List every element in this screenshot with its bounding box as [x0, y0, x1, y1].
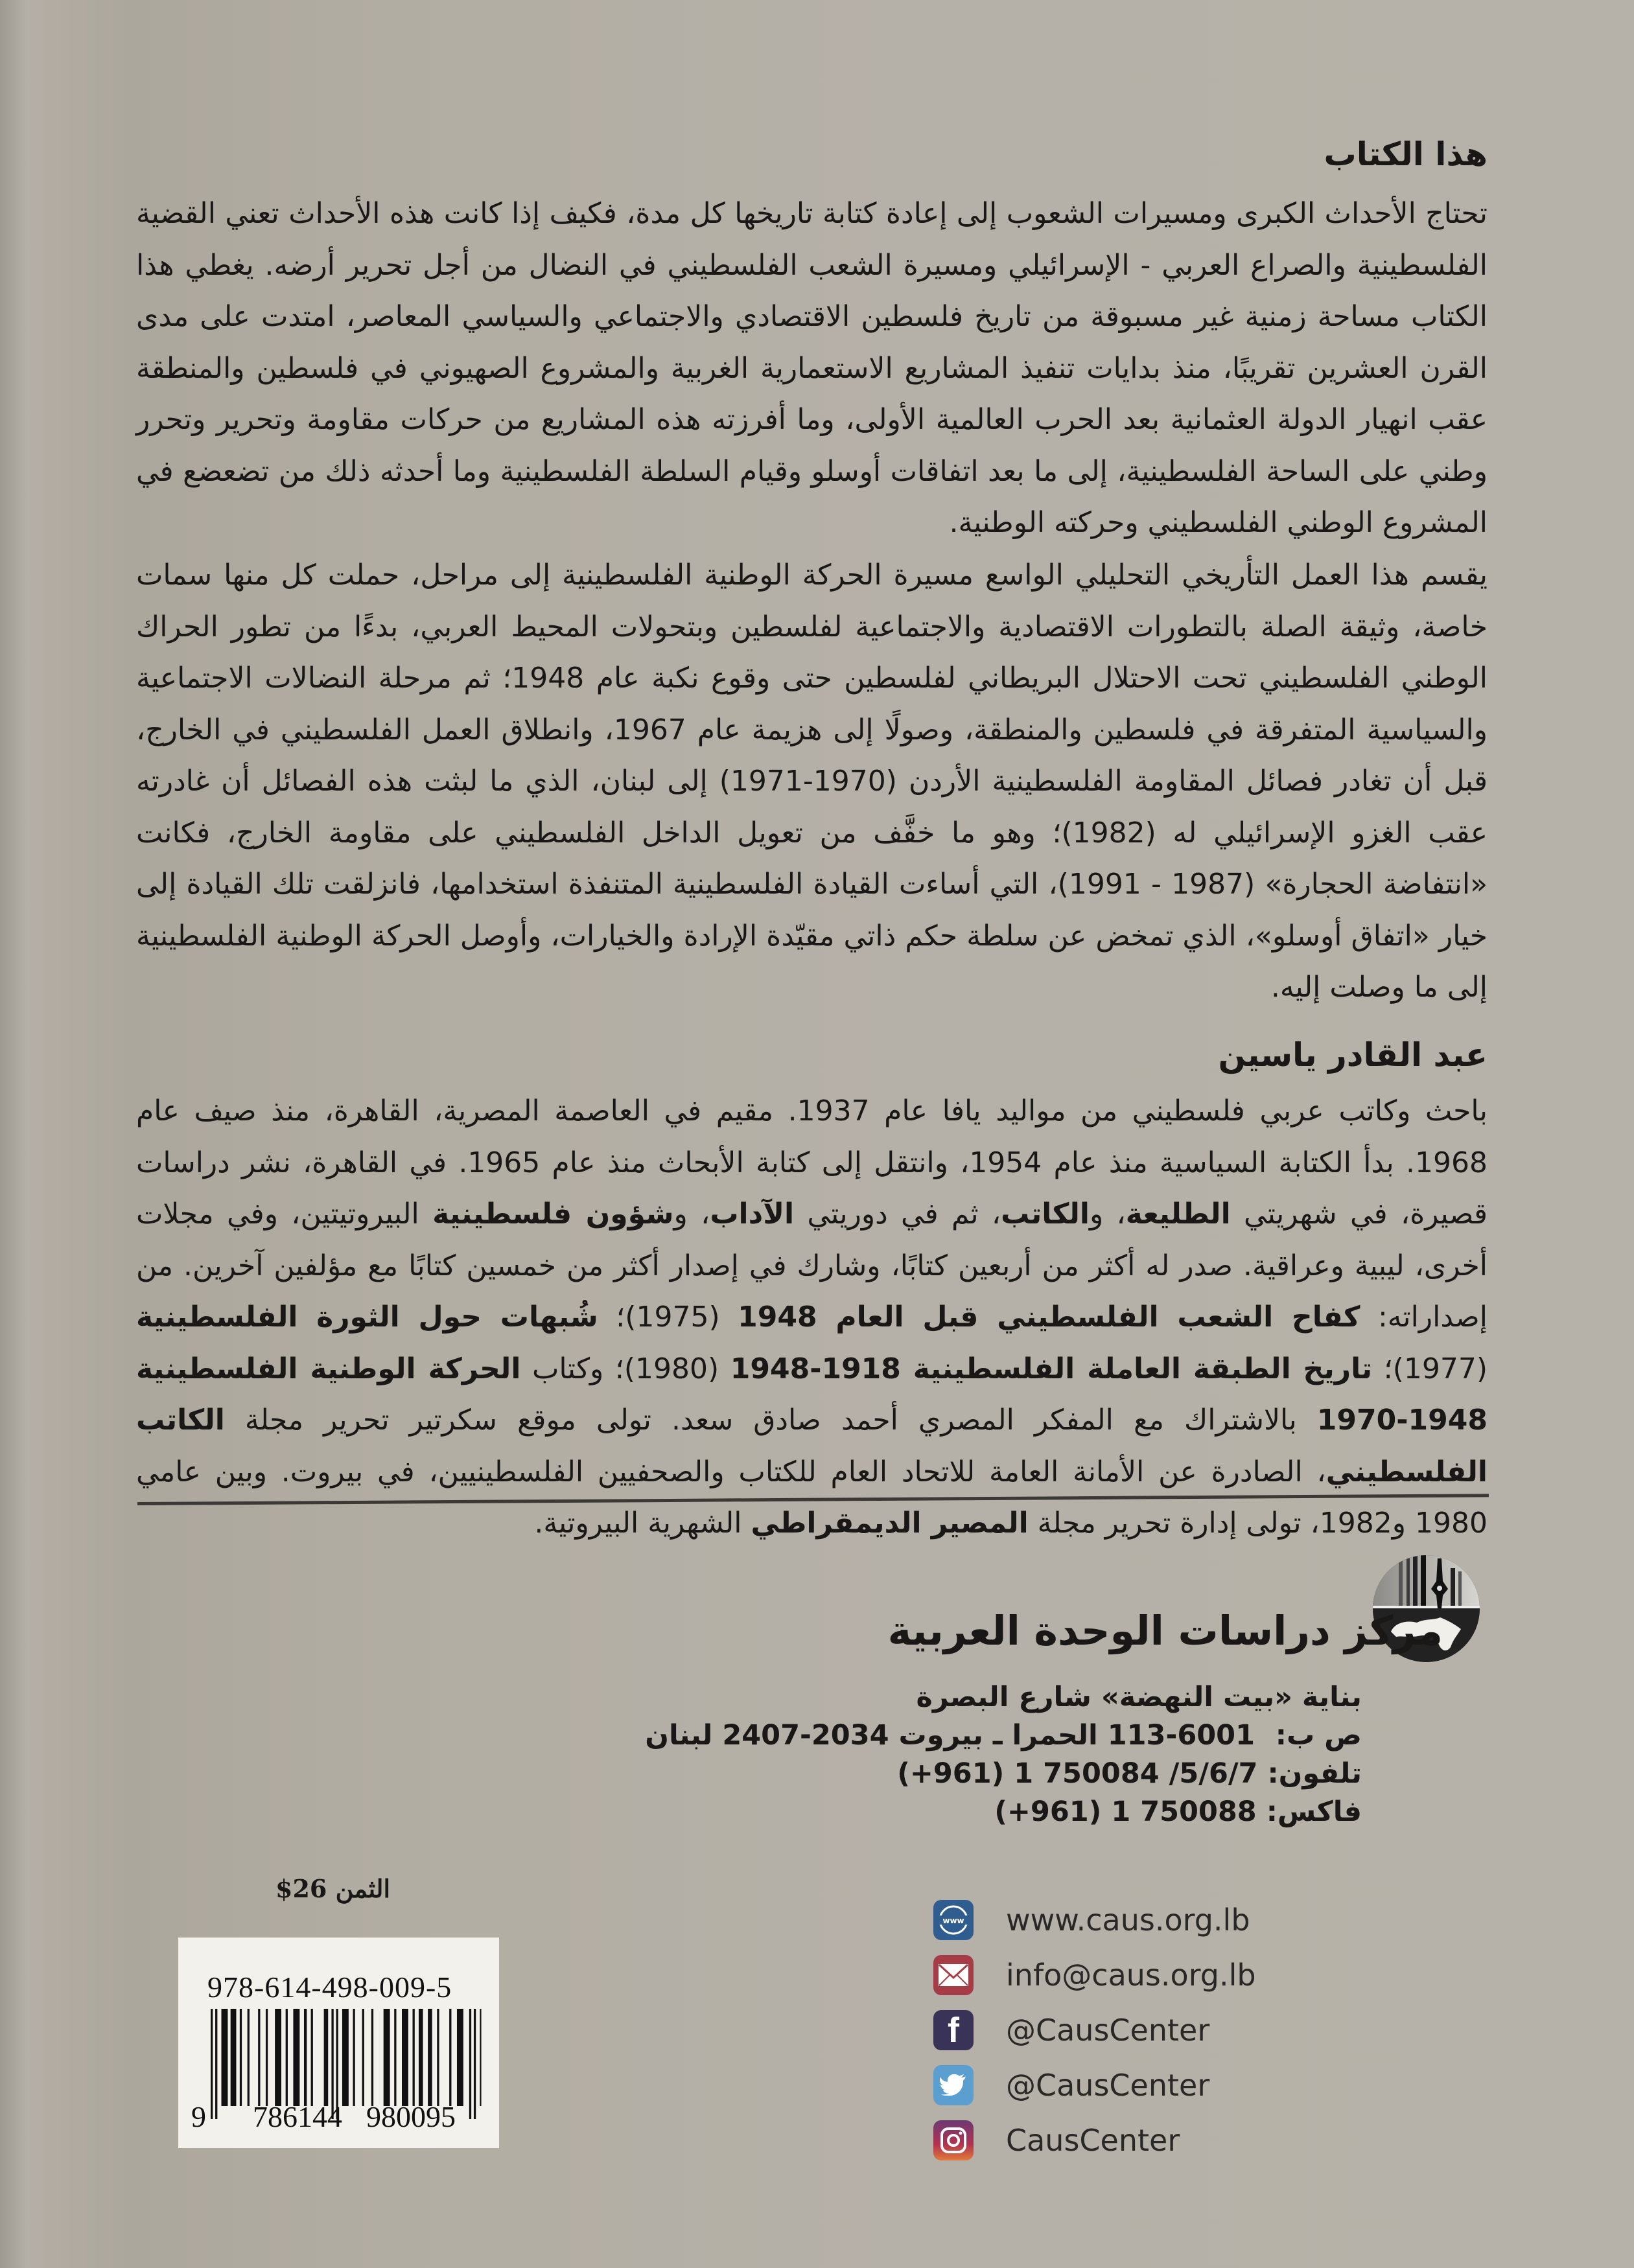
- facebook-handle[interactable]: @CausCenter: [1006, 2012, 1210, 2048]
- bio-text: ، الصادرة عن الأمانة العامة للاتحاد العام للكتاب والصحفيين الفلسطينيين، في بيروت. وبين عامي 1980 و1982، تولى إدارة تحرير مجلة: [136, 1455, 1488, 1540]
- mail-icon: [933, 1955, 974, 1995]
- bio-bold-title: الحركة الوطنية الفلسطينية 1948-1970: [136, 1352, 1488, 1437]
- bio-text: ، و: [1089, 1198, 1126, 1231]
- bio-bold-title: الكاتب: [1001, 1198, 1090, 1231]
- barcode-bar: [304, 2009, 307, 2106]
- phone-value: (+961) 1 750084 /5/6/7: [897, 1757, 1258, 1790]
- barcode-bar: [371, 2009, 373, 2106]
- contact-instagram[interactable]: [933, 2112, 1517, 2168]
- bio-bold-title: شؤون فلسطينية: [432, 1198, 674, 1231]
- bio-text: الشهرية البيروتية.: [534, 1507, 751, 1540]
- barcode-bar: [449, 2009, 451, 2106]
- barcode-bar: [342, 2009, 349, 2106]
- barcode-digit-first: 9: [191, 2100, 206, 2133]
- facebook-icon: f: [933, 2010, 974, 2050]
- isbn-number: 978-614-498-009-5: [207, 1971, 452, 2004]
- bio-text: (1975)؛: [598, 1301, 738, 1334]
- barcode-bar: [394, 2009, 396, 2106]
- contact-facebook[interactable]: [933, 2002, 1517, 2057]
- contact-website[interactable]: [933, 1892, 1517, 1947]
- spine-shadow: [0, 0, 45, 2268]
- publisher-address-block: [645, 1678, 1362, 1831]
- instagram-handle[interactable]: CausCenter: [1006, 2122, 1180, 2158]
- twitter-handle[interactable]: @CausCenter: [1006, 2067, 1210, 2103]
- phone-label: تلفون:: [1267, 1757, 1362, 1790]
- website-link[interactable]: www.caus.org.lb: [1006, 1902, 1250, 1938]
- author-bio: [136, 1085, 1488, 1549]
- bio-bold-title: الكاتب الفلسطيني: [136, 1404, 1488, 1488]
- bio-bold-title: تاريخ الطبقة العاملة الفلسطينية 1918-1948: [730, 1352, 1373, 1385]
- po-box-label: ص ب:: [1275, 1719, 1362, 1752]
- publisher-name: مركز دراسات الوحدة العربية: [887, 1607, 1443, 1654]
- author-name: عبد القادر ياسين: [1218, 1036, 1488, 1074]
- bio-text: (1977)؛: [1372, 1352, 1488, 1385]
- barcode-bar: [480, 2009, 481, 2106]
- barcode-bar: [222, 2009, 228, 2106]
- barcode-bar: [419, 2009, 423, 2106]
- barcode-bar: [258, 2009, 260, 2106]
- publisher-address-line: بناية «بيت النهضة» شارع البصرة: [916, 1681, 1362, 1713]
- barcode-bar: [402, 2009, 408, 2106]
- contact-email[interactable]: [933, 1947, 1517, 2002]
- bio-bold-title: المصير الديمقراطي: [751, 1507, 1029, 1540]
- isbn-barcode: [178, 1938, 499, 2148]
- po-box-value: 113-6001 الحمرا ـ بيروت 2034-2407 لبنان: [645, 1719, 1255, 1752]
- email-link[interactable]: info@caus.org.lb: [1006, 1957, 1256, 1993]
- barcode-digit-group-1: 786144: [253, 2100, 342, 2133]
- barcode-bar: [231, 2009, 237, 2106]
- bio-bold-title: الآداب: [710, 1198, 795, 1231]
- barcode-bar: [362, 2009, 364, 2106]
- barcode-bar: [275, 2009, 281, 2106]
- price-value: $26: [275, 1874, 327, 1903]
- fax-value: (+961) 1 750088: [994, 1796, 1257, 1828]
- fax-label: فاكس:: [1266, 1796, 1362, 1828]
- contact-list: [933, 1892, 1517, 2168]
- bio-text: ، و: [673, 1198, 710, 1231]
- contact-twitter[interactable]: [933, 2057, 1517, 2112]
- barcode-bar: [474, 2009, 476, 2119]
- book-description-paragraph-2: يقسم هذا العمل التأريخي التحليلي الواسع مسيرة الحركة الوطنية الفلسطينية إلى مراحل، حملت كل منها سمات خاصة، وثيقة الصلة بالتطورات الاقتصادية والاجتماعية لفلسطين وبتحولات المحيط العربي، بدءًا من تطور الحراك الوطني الفلسطيني تحت الاحتلال البريطاني لفلسطين حتى وقوع نكبة عام 1948؛ ثم مرحلة النضالات الاجتماعية والسياسية المتفرقة في فلسطين والمنطقة، وصولًا إلى هزيمة عام 1967، وانطلاق العمل الفلسطيني في الخارج، قبل أن تغادر فصائل المقاومة الفلسطينية الأردن (1970-1971) إلى لبنان، الذي ما لبثت هذه الفصائل أن غادرته عقب الغزو الإسرائيلي له (1982)؛ وهو ما خفَّف من تعويل الداخل الفلسطيني على مقاومة الخارج، فكانت «انتفاضة الحجارة» (1987 - 1991)، التي أساءت القيادة الفلسطينية المتنفذة استخدامها، فانزلقت تلك القيادة إلى خيار «اتفاق أوسلو»، الذي تمخض عن سلطة حكم ذاتي مقيّدة الإرادة والخيارات، وأوصل الحركة الوطنية الفلسطينية إلى ما وصلت إليه.: [136, 559, 1488, 1004]
- bio-text: باحث وكاتب عربي فلسطيني من مواليد يافا عام 1937. مقيم في العاصمة المصرية، القاهرة، منذ صيف عام 1968. بدأ الكتابة السياسية منذ عام 1954، وانتقل إلى كتابة الأبحاث منذ عام 1965. في القاهرة، نشر دراسات قصيرة، في شهريتي: [136, 1094, 1488, 1231]
- bio-text: البيروتيتين، وفي مجلات أخرى، ليبية وعراقية. صدر له أكثر من أربعين كتابًا، وشارك في إصدار أكثر من خمسين كتابًا مع مؤلفين آخرين. من إصداراته:: [136, 1198, 1488, 1334]
- barcode-bar: [413, 2009, 415, 2106]
- fax-line: [645, 1793, 1362, 1831]
- barcode-bar: [240, 2009, 242, 2106]
- book-section-title: هذا الكتاب: [1324, 135, 1488, 173]
- barcode-bar: [311, 2009, 313, 2106]
- web-icon: [933, 1900, 974, 1940]
- svg-text:www: www: [942, 1915, 964, 1925]
- book-description-paragraph-1: تحتاج الأحداث الكبرى ومسيرات الشعوب إلى إعادة كتابة تاريخها كل مدة، فكيف إذا كانت هذه الأحداث تعني القضية الفلسطينية والصراع العربي - الإسرائيلي ومسيرة الشعب الفلسطيني في النضال من أجل تحرير أرضه. يغطي هذا الكتاب مساحة زمنية غير مسبوقة من تاريخ فلسطين الاقتصادي والاجتماعي والسياسي المعاصر، امتدت على مدى القرن العشرين تقريبًا، منذ بدايات تنفيذ المشاريع الاستعمارية الغربية والمشروع الصهيوني في فلسطين والمنطقة عقب انهيار الدولة العثمانية بعد الحرب العالمية الأولى، وما أفرزته هذه المشاريع من حركات مقاومة وتحرير وتحرر وطني على الساحة الفلسطينية، إلى ما بعد اتفاقات أوسلو وقيام السلطة الفلسطينية وما أحدثه ذلك من تضعضع في المشروع الوطني الفلسطيني وحركته الوطنية.: [136, 197, 1488, 539]
- bio-bold-title: كفاح الشعب الفلسطيني قبل العام 1948: [738, 1301, 1360, 1334]
- barcode-bar: [437, 2009, 439, 2106]
- bio-text: ، ثم في دوريتي: [794, 1198, 1001, 1231]
- instagram-icon: [933, 2120, 974, 2160]
- barcode-bar: [384, 2009, 390, 2106]
- barcode-bar: [469, 2009, 471, 2119]
- bio-bold-title: الطليعة: [1125, 1198, 1231, 1231]
- barcode-bar: [266, 2009, 268, 2106]
- barcode-digit-group-2: 980095: [366, 2100, 456, 2133]
- bio-text: بالاشتراك مع المفكر المصري أحمد صادق سعد. تولى موقع سكرتير تحرير مجلة: [224, 1404, 1317, 1437]
- bio-bold-title: شُبهات حول الثورة الفلسطينية: [136, 1301, 598, 1334]
- barcode-bar: [428, 2009, 432, 2106]
- barcode-bar: [353, 2009, 355, 2106]
- twitter-icon: [933, 2065, 974, 2105]
- po-box-line: [645, 1717, 1362, 1755]
- phone-line: [645, 1755, 1362, 1793]
- barcode-bar: [457, 2009, 463, 2106]
- barcode-bar: [215, 2009, 217, 2119]
- barcode-bar: [211, 2009, 213, 2119]
- bio-text: (1980)؛ وكتاب: [520, 1352, 730, 1385]
- price-label: الثمن: [335, 1874, 391, 1903]
- barcode-bar: [293, 2009, 299, 2106]
- barcode-bar: [286, 2009, 288, 2106]
- barcode-bar: [248, 2009, 250, 2106]
- barcode-bar: [324, 2009, 329, 2106]
- price: [275, 1874, 390, 1903]
